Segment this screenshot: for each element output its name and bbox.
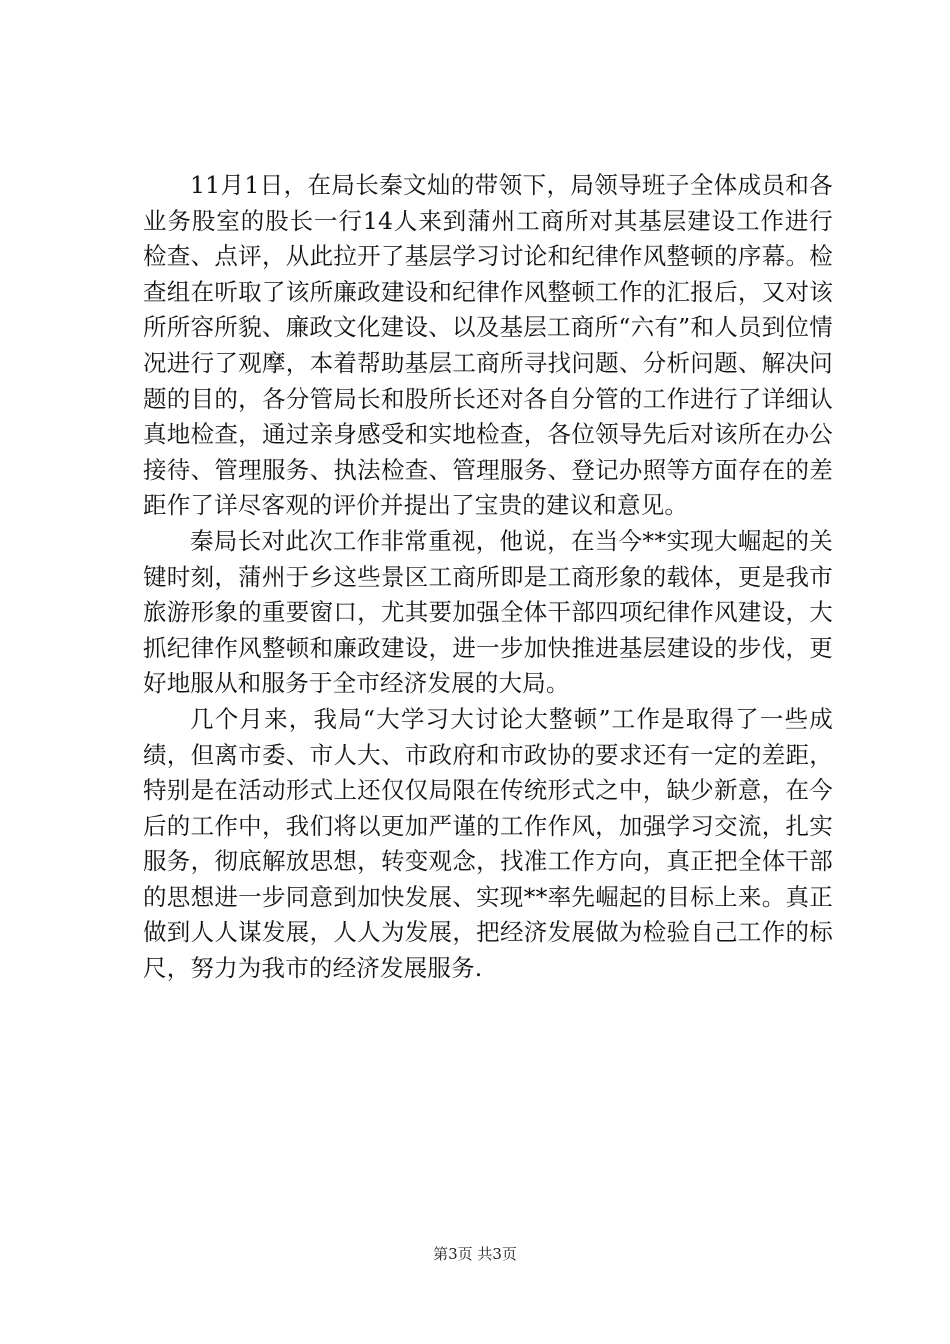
paragraph-2: 秦局长对此次工作非常重视，他说，在当今**实现大崛起的关键时刻，蒲州于乡这些景区工商所即是工商形象的载体，更是我市旅游形象的重要窗口，尤其要加强全体干部四项纪律作风建设，大抓纪律作风整顿和廉政建设，进一步加快推进基层建设的步伐，更好地服从和服务于全市经济发展的大局。 [143, 526, 833, 698]
paragraph-1: 11月1日，在局长秦文灿的带领下，局领导班子全体成员和各业务股室的股长一行14人来到蒲州工商所对其基层建设工作进行检查、点评，从此拉开了基层学习讨论和纪律作风整顿的序幕。检查组在听取了该所廉政建设和纪律作风整顿工作的汇报后，又对该所所容所貌、廉政文化建设、以及基层工商所“六有”和人员到位情况进行了观摩，本着帮助基层工商所寻找问题、分析问题、解决问题的目的，各分管局长和股所长还对各自分管的工作进行了详细认真地检查，通过亲身感受和实地检查，各位领导先后对该所在办公接待、管理服务、执法检查、管理服务、登记办照等方面存在的差距作了详尽客观的评价并提出了宝贵的建议和意见。 [143, 171, 833, 520]
page-footer: 第3页 共3页 [433, 1245, 517, 1263]
document-body [143, 168, 833, 987]
paragraph-3: 几个月来，我局“大学习大讨论大整顿”工作是取得了一些成绩，但离市委、市人大、市政府和市政协的要求还有一定的差距，特别是在活动形式上还仅仅局限在传统形式之中，缺少新意，在今后的工作中，我们将以更加严谨的工作作风，加强学习交流，扎实服务，彻底解放思想，转变观念，找准工作方向，真正把全体干部的思想进一步同意到加快发展、实现**率先崛起的目标上来。真正做到人人谋发展，人人为发展，把经济发展做为检验自己工作的标尺，努力为我市的经济发展服务. [143, 704, 833, 983]
